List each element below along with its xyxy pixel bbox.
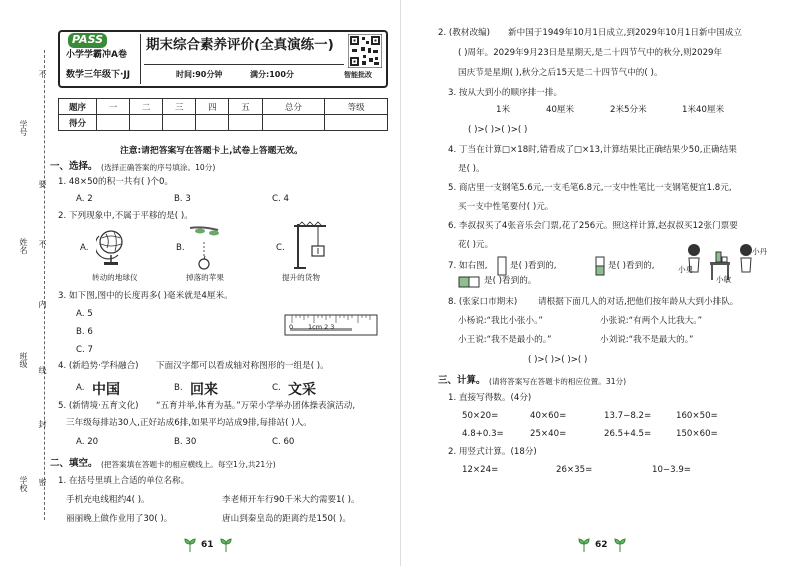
- q2-4-line1: 4. 丁当在计算□×18时,错看成了□×13,计算结果比正确结果少50,正确结果: [448, 145, 737, 155]
- q2-7-view3: 是( )看到的。: [484, 276, 537, 286]
- q1-4-option-b: B.: [174, 383, 183, 393]
- q2-8-zhang: 小张说:“有两个人比我大。”: [600, 316, 703, 326]
- binding-char: 密: [38, 478, 47, 486]
- q2-8-wang: 小王说:“我不是最小的。”: [458, 335, 552, 345]
- answer-notice: 注意:请把答案写在答题卡上,试卷上答题无效。: [120, 146, 303, 156]
- binding-dashed-line: [44, 50, 45, 520]
- q1-5-line2: 三年级每排站30人,正好站成6排,如果平均站成9排,每排站( )人。: [66, 418, 312, 428]
- section3-heading: 三、计算。: [438, 375, 486, 386]
- q1-2-caption-a: 转动的地球仪: [92, 273, 138, 282]
- q2-8-blanks: ( )>( )>( )>( ): [528, 355, 588, 365]
- q1-5-tag: 5. (新情境·五育文化): [58, 401, 139, 411]
- q2-8-text: 请根据下面几人的对话,把他们按年龄从大到小排队。: [538, 297, 739, 307]
- section3-note: (请将答案写在答题卡的相应位置。31分): [489, 377, 627, 386]
- vertical-calc-item: 26×35=: [556, 465, 593, 475]
- score-cell: 总分: [262, 99, 325, 115]
- q1-1-text: 1. 48×50的积一共有( )个0。: [58, 177, 174, 187]
- score-cell: 题序: [59, 99, 97, 115]
- q2-2-line2: ( )周年。2029年9月23日是星期天,是二十四节气中的秋分,则2029年: [458, 48, 723, 58]
- score-cell: 等级: [325, 99, 388, 115]
- calc-item: 13.7−8.2=: [604, 411, 652, 421]
- q1-4-option-a: A.: [76, 383, 85, 393]
- q1-1-option-a: A. 2: [76, 194, 93, 204]
- score-cell: 得分: [59, 115, 97, 131]
- q2-1-blank-c: 丽丽晚上做作业用了30( )。: [66, 514, 173, 524]
- series-name: 小学学霸冲A卷: [66, 50, 127, 60]
- q3-1-text: 1. 直接写得数。(4分): [448, 393, 532, 403]
- exam-time: 时间:90分钟: [176, 70, 223, 79]
- q1-3-option-a: A. 5: [76, 309, 93, 319]
- q1-4-word-c: 文采: [288, 382, 316, 398]
- q2-3-item: 1米: [496, 105, 511, 115]
- q1-4-word-b: 回来: [190, 382, 218, 398]
- q2-7-view1: 是( )看到的,: [510, 261, 557, 271]
- view-tall-shaded-icon: [594, 256, 606, 276]
- q1-2-caption-b: 掉落的苹果: [186, 273, 224, 282]
- binding-char: 线: [38, 366, 47, 374]
- binding-char: 不: [38, 70, 47, 78]
- q1-4-option-c: C.: [272, 383, 281, 393]
- q1-4-word-a: 中国: [92, 382, 120, 398]
- q1-2-text: 2. 下列现象中,不属于平移的是( )。: [58, 211, 193, 221]
- q1-2-option-c: C.: [276, 243, 285, 253]
- q2-2-tag: 2. (教材改编): [438, 28, 491, 38]
- q2-6-line2: 花( )元。: [458, 240, 494, 250]
- binding-label-class: 班级: [19, 352, 28, 368]
- binding-char: 封: [38, 420, 47, 428]
- binding-label-school: 学校: [19, 476, 28, 492]
- page-number-right: 62: [595, 540, 608, 550]
- score-input-cell[interactable]: [196, 115, 229, 131]
- calc-item: 150×60=: [676, 429, 718, 439]
- q1-2-caption-c: 提升的货物: [282, 273, 320, 282]
- calc-item: 50×20=: [462, 411, 499, 421]
- q1-1-option-b: B. 3: [174, 194, 191, 204]
- exam-title: 期末综合素养评价(全真演练一): [146, 37, 334, 53]
- q2-1-blank-b: 李老师开车行90千米大约需要1( )。: [222, 495, 360, 505]
- q2-2-line3: 国庆节是星期( ),秋分之后15天是二十四节气中的( )。: [458, 68, 663, 78]
- view-tall-icon: [496, 256, 508, 276]
- child-name-xiaoyong: 小勇: [678, 265, 694, 274]
- q1-5-option-c: C. 60: [272, 437, 295, 447]
- binding-label-name: 姓名: [19, 238, 28, 254]
- score-cell: 二: [130, 99, 163, 115]
- q1-2-option-a: A.: [80, 243, 89, 253]
- q1-4-tag: 4. (新趋势·学科融合): [58, 361, 139, 371]
- q2-3-item: 40厘米: [546, 105, 575, 115]
- q1-3-option-c: C. 7: [76, 345, 93, 355]
- q2-5-line1: 5. 商店里一支钢笔5.6元,一支毛笔6.8元,一支中性笔比一支钢笔便宜1.8元,: [448, 183, 732, 193]
- q3-2-text: 2. 用竖式计算。(18分): [448, 447, 537, 457]
- q2-6-line1: 6. 李叔叔买了4张音乐会门票,花了256元。照这样计算,赵叔叔买12张门票要: [448, 221, 738, 231]
- child-name-xiaodan: 小丹: [752, 247, 768, 256]
- score-cell: 五: [229, 99, 262, 115]
- section2-heading: 二、填空。: [50, 458, 98, 469]
- page-divider: [400, 0, 401, 566]
- page-number-left: 61: [201, 540, 214, 550]
- q2-3-text: 3. 按从大到小的顺序排一排。: [448, 88, 563, 98]
- q2-1-text: 1. 在括号里填上合适的单位名称。: [58, 476, 190, 486]
- calc-item: 26.5+4.5=: [604, 429, 652, 439]
- vertical-calc-item: 10−3.9=: [652, 465, 692, 475]
- plant-icon: [184, 537, 196, 551]
- q2-4-line2: 是( )。: [458, 164, 485, 174]
- plant-icon: [578, 537, 590, 551]
- q2-5-line2: 买一支中性笔要付( )元。: [458, 202, 554, 212]
- q1-5-option-b: B. 30: [174, 437, 197, 447]
- title-underline: [144, 64, 344, 65]
- binding-label-student-id: 学号: [19, 120, 28, 136]
- q2-3-item: 1米40厘米: [682, 105, 725, 115]
- section1-heading: 一、选择。: [50, 161, 98, 172]
- ruler-labels: 1cm 2 3: [308, 323, 335, 331]
- pass-logo: PASS: [68, 33, 107, 48]
- q1-3-text: 3. 如下图,图中的长度再多( )毫米就是4厘米。: [58, 291, 233, 301]
- child-name-xiaomin: 小敏: [716, 275, 732, 284]
- score-table-score-row: [59, 115, 388, 131]
- calc-item: 160×50=: [676, 411, 718, 421]
- qr-code-icon: [348, 34, 382, 68]
- score-table-header-row: [59, 99, 388, 115]
- q2-1-blank-a: 手机充电线粗约4( )。: [66, 495, 150, 505]
- score-cell: 三: [163, 99, 196, 115]
- q1-2-option-b: B.: [176, 243, 185, 253]
- calc-item: 4.8+0.3=: [462, 429, 504, 439]
- view-wide-icon: [458, 274, 484, 288]
- score-input-cell[interactable]: [262, 115, 325, 131]
- section1-note: (选择正确答案的序号填涂。10分): [101, 163, 216, 172]
- q2-8-yang: 小杨说:“我比小张小。”: [458, 316, 543, 326]
- q2-8-liu: 小刘说:“我不是最大的。”: [600, 335, 694, 345]
- calc-item: 25×40=: [530, 429, 567, 439]
- score-input-cell[interactable]: [97, 115, 130, 131]
- q2-7-view2: 是( )看到的,: [608, 261, 655, 271]
- q1-3-option-b: B. 6: [76, 327, 93, 337]
- q2-8-tag: 8. (张家口市期末): [448, 297, 518, 307]
- header-divider: [140, 34, 141, 84]
- plant-icon: [614, 537, 626, 551]
- q2-7-intro: 7. 如右图,: [448, 261, 488, 271]
- vertical-calc-item: 12×24=: [462, 465, 499, 475]
- score-cell: 一: [97, 99, 130, 115]
- q2-1-blank-d: 唐山到秦皇岛的距离约是150( )。: [222, 514, 351, 524]
- q1-5-line1: “五育并举,体育为基。”万荣小学举办团体操表演活动,: [156, 401, 356, 411]
- q2-3-item: 2米5分米: [610, 105, 647, 115]
- score-table: [58, 98, 388, 131]
- q1-4-text: 下面汉字都可以看成轴对称图形的一组是( )。: [156, 361, 329, 371]
- exam-full-score: 满分:100分: [250, 70, 294, 79]
- binding-char: 要: [38, 180, 47, 188]
- q1-5-option-a: A. 20: [76, 437, 99, 447]
- score-cell: 四: [196, 99, 229, 115]
- globe-icon: [96, 226, 126, 268]
- score-input-cell[interactable]: [229, 115, 262, 131]
- q1-1-option-c: C. 4: [272, 194, 289, 204]
- section2-note: (把答案填在答题卡的相应横线上。每空1分,共21分): [101, 460, 276, 469]
- falling-apple-icon: [188, 224, 228, 270]
- q2-2-line1: 新中国于1949年10月1日成立,到2029年10月1日新中国成立: [508, 28, 742, 38]
- score-input-cell[interactable]: [163, 115, 196, 131]
- crane-lifting-icon: [292, 220, 328, 270]
- grade-label: 数学三年级下·JJ: [66, 70, 131, 80]
- q2-3-blanks: ( )>( )>( )>( ): [468, 125, 528, 135]
- binding-char: 内: [38, 300, 47, 308]
- plant-icon: [220, 537, 232, 551]
- binding-char: 不: [38, 240, 47, 248]
- score-input-cell[interactable]: [130, 115, 163, 131]
- smart-grading-label: 智能批改: [344, 71, 372, 79]
- calc-item: 40×60=: [530, 411, 567, 421]
- ruler-zero-label: 0: [289, 323, 294, 331]
- score-input-cell[interactable]: [325, 115, 388, 131]
